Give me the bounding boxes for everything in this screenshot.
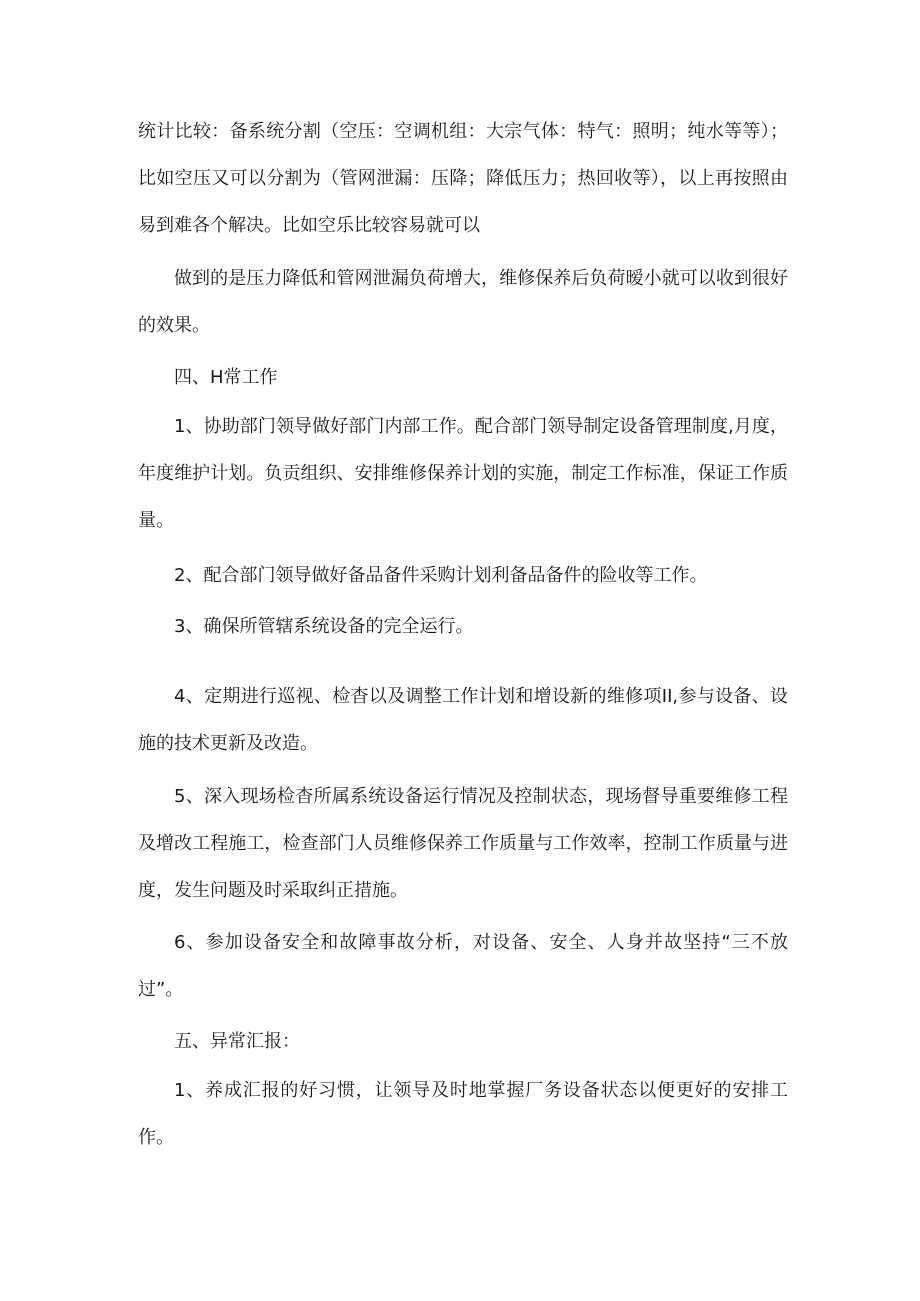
section-heading-daily-work: 四、H常工作	[174, 367, 278, 388]
paragraph-pressure-reduction: 做到的是压力降低和管网泄漏负荷增大，维修保养后负荷暧小就可以收到很好的效果。	[138, 268, 788, 336]
paragraph-statistics-comparison: 统计比较：备系统分割（空压：空调机组：大宗气体：特气：照明；纯水等等）；比如空压又可以分割为（管网泄漏：压降；降低压力；热回收等），以上再按照由易到难各个解决。比如空乐比较容易就可以	[138, 121, 788, 236]
list-item-daily-work-1: 1、协助部门领导做好部门内部工作。配合部门领导制定设备管理制度,月度，年度维护计划。负贡组织、安排维修保养计划的实施，制定工作标准，保证工作质量。	[138, 416, 788, 531]
list-item-daily-work-4: 4、定期进行巡视、检杳以及调整工作计划和增设新的维修项II,参与设备、设施的技术更新及改造。	[138, 686, 788, 754]
list-item-daily-work-3: 3、确保所管辖系统设备的完全运行。	[174, 616, 474, 637]
list-item-daily-work-2: 2、配合部门领导做好备品备件采购计划利备品备件的险收等工作。	[174, 565, 708, 586]
list-item-daily-work-5: 5、深入现场检杳所属系统设备运行情况及控制状态，现场督导重要维修工程及增改工程施工，检查部门人员维修保养工作质量与工作效率，控制工作质量与进度，发生问题及时采取纠正措施。	[138, 786, 788, 901]
list-item-daily-work-6: 6、参加设备安全和故障事故分析，对设备、安全、人身并故坚持“三不放过”。	[138, 932, 788, 1000]
section-heading-abnormal-report: 五、异常汇报：	[174, 1031, 300, 1052]
list-item-abnormal-report-1: 1、养成汇报的好习惯，让领导及时地掌握厂务设备状态以便更好的安排工作。	[138, 1080, 788, 1148]
